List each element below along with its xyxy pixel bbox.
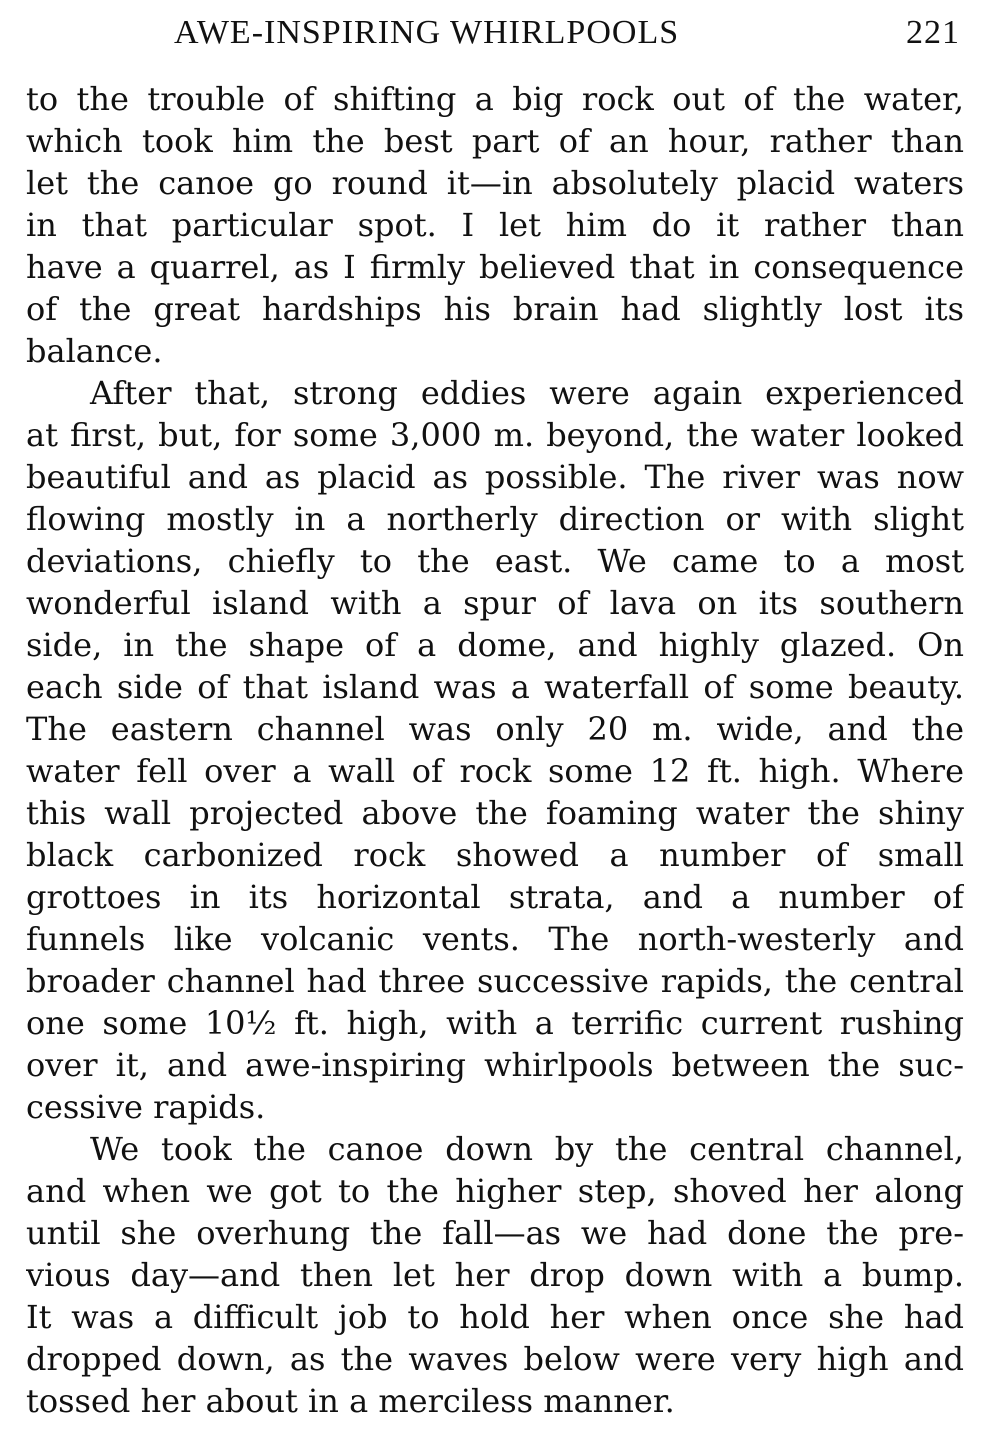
text-line: of the great hardships his brain had slightly lost its	[26, 290, 964, 328]
running-head	[26, 14, 960, 62]
text-line: We took the canoe down by the central channel,	[90, 1130, 964, 1168]
text-line: funnels like volcanic vents. The north-westerly and	[26, 920, 964, 958]
text-line: flowing mostly in a northerly direction or with slight	[26, 500, 964, 538]
text-line: After that, strong eddies were again experienced	[90, 374, 964, 412]
text-line: to the trouble of shifting a big rock out of the water,	[26, 80, 964, 118]
text-line: vious day—and then let her drop down with a bump.	[26, 1256, 964, 1294]
text-line: dropped down, as the waves below were very high and	[26, 1340, 964, 1378]
paragraph	[26, 1128, 964, 1422]
text-line: at first, but, for some 3,000 m. beyond, the water looked	[26, 416, 964, 454]
text-line: which took him the best part of an hour, rather than	[26, 122, 964, 160]
text-line: over it, and awe-inspiring whirlpools between the suc-	[26, 1046, 964, 1084]
text-line: deviations, chiefly to the east. We came to a most	[26, 542, 964, 580]
text-line: have a quarrel, as I firmly believed that in consequence	[26, 248, 964, 286]
paragraph	[26, 372, 964, 1128]
text-line: It was a difficult job to hold her when once she had	[26, 1298, 964, 1336]
text-line: grottoes in its horizontal strata, and a number of	[26, 878, 964, 916]
text-line: wonderful island with a spur of lava on its southern	[26, 584, 964, 622]
text-line: this wall projected above the foaming water the shiny	[26, 794, 964, 832]
text-line: each side of that island was a waterfall of some beauty.	[26, 668, 964, 706]
text-line: tossed her about in a merciless manner.	[26, 1382, 675, 1420]
text-line: side, in the shape of a dome, and highly glazed. On	[26, 626, 964, 664]
text-line: broader channel had three successive rapids, the central	[26, 962, 964, 1000]
text-line: one some 10½ ft. high, with a terrific current rushing	[26, 1004, 964, 1042]
text-line: The eastern channel was only 20 m. wide, and the	[26, 710, 964, 748]
text-line: beautiful and as placid as possible. The river was now	[26, 458, 964, 496]
text-line: cessive rapids.	[26, 1088, 266, 1126]
text-line: and when we got to the higher step, shoved her along	[26, 1172, 964, 1210]
text-line: black carbonized rock showed a number of small	[26, 836, 964, 874]
text-line: in that particular spot. I let him do it rather than	[26, 206, 964, 244]
text-line: until she overhung the fall—as we had done the pre-	[26, 1214, 964, 1252]
paragraph	[26, 78, 964, 372]
running-title: AWE-INSPIRING WHIRLPOOLS	[174, 14, 680, 51]
text-line: balance.	[26, 332, 163, 370]
text-line: let the canoe go round it—in absolutely placid waters	[26, 164, 964, 202]
body-text	[26, 78, 964, 1422]
text-line: water fell over a wall of rock some 12 ft. high. Where	[26, 752, 964, 790]
page-number: 221	[906, 14, 960, 51]
